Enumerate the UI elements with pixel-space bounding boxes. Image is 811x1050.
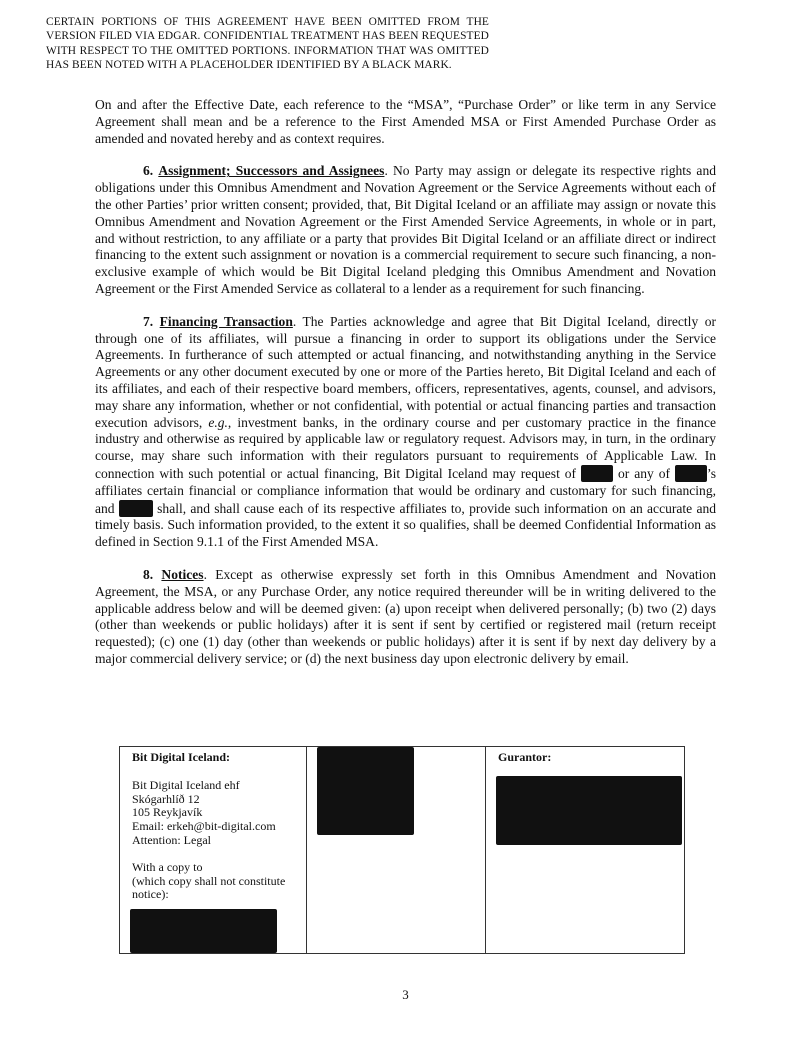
section-text: . Except as otherwise expressly set forth in this Omnibus Amendment and Novation Agreement, the MSA, or any Purchase Order, any notice required thereunder will be in writing delivered to the applicable address below and will be deemed given: (a) upon receipt when delivered personally; (b) two (2) days (other than weekends or public holidays) after it is sent if sent by certified or registered mail (return receipt requested); (c) one (1) day (other than weekends or public holidays) after it is sent if by next day delivery by a major commercial delivery service; or (d) the next business day upon electronic delivery by email. <box>95 566 716 666</box>
section-7-paragraph <box>95 314 716 551</box>
copy-line: With a copy to <box>132 859 203 874</box>
section-number: 8. <box>143 566 154 582</box>
section-number: 7. <box>143 313 154 329</box>
address-line: 105 Reykjavík <box>132 805 203 820</box>
confidential-treatment-notice: CERTAIN PORTIONS OF THIS AGREEMENT HAVE BEEN OMITTED FROM THE VERSION FILED VIA EDGAR. CONFIDENTIAL TREATMENT HAS BEEN REQUESTED WITH RESPECT TO THE OMITTED PORTIONS. INFORMATION THAT WAS OMITTED HAS BEEN NOTED WITH A PLACEHOLDER IDENTIFIED BY A BLACK MARK. <box>46 16 489 72</box>
party-2-cell <box>307 747 486 954</box>
section-text: , investment banks, in the ordinary course and per customary practice in the finance industry and otherwise as required by applicable law or regulatory request. Advisors may, in turn, in the ordinary course, may share such information with their regulators pursuant to requirements of Applicable Law. In connection with such potential or actual financing, Bit Digital Iceland may request of <box>95 414 716 481</box>
section-title: Notices <box>161 566 204 582</box>
section-title: Assignment; Successors and Assignees <box>158 163 385 179</box>
redaction-mark <box>496 776 682 845</box>
copy-line: (which copy shall not constitute notice): <box>132 873 286 902</box>
address-line: Email: erkeh@bit-digital.com <box>132 819 276 834</box>
redaction-mark <box>675 465 707 482</box>
address-line: Skógarhlíð 12 <box>132 791 200 806</box>
section-title: Financing Transaction <box>159 313 293 329</box>
intro-paragraph: On and after the Effective Date, each reference to the “MSA”, “Purchase Order” or like term in any Service Agreement shall mean and be a reference to the First Amended MSA or First Amended Purchase Order as amended and novated hereby and as context requires. <box>95 97 716 146</box>
notice-address-table <box>119 746 685 954</box>
section-text: . No Party may assign or delegate its respective rights and obligations under this Omnibus Amendment and Novation Agreement or the Service Agreements without each of the other Parties’ prior written consent; provided, that, Bit Digital Iceland or an affiliate may assign or novate this Omnibus Amendment and Novation Agreement or the First Amended Service Agreements, in whole or in part, and without restriction, to any affiliate or a party that provides Bit Digital Iceland or an affiliate direct or indirect financing to the extent such assignment or novation is a commercial requirement to secure such financing, a non-exclusive example of which would be Bit Digital Iceland pledging this Omnibus Amendment and Novation Agreement or the First Amended Service as collateral to a lender as a requirement for such financing. <box>95 163 716 296</box>
page-number: 3 <box>402 987 409 1002</box>
section-6-paragraph <box>95 163 716 297</box>
redaction-mark <box>581 465 613 482</box>
section-text: . The Parties acknowledge and agree that Bit Digital Iceland, directly or through one of its affiliates, will pursue a financing in order to support its obligations under the Service Agreements. In furtherance of such attempted or actual financing, and notwithstanding anything in the Service Agreements or any other document executed by one or more of the Parties hereto, Bit Digital Iceland and each of its affiliates, and each of their respective board members, officers, representatives, agents, counsel, and advisors, may share any information, whether or not confidential, with potential or actual financing parties and transaction execution advisors, <box>95 313 716 430</box>
section-text: shall, and shall cause each of its respective affiliates to, provide such information on an accurate and timely basis. Such information provided, to the extent it so qualifies, shall be deemed Confidential Information as defined in Section 9.1.1 of the First Amended MSA. <box>95 500 716 550</box>
section-number: 6. <box>143 163 154 179</box>
party-1-cell <box>120 747 307 954</box>
party-3-cell <box>486 747 685 954</box>
agreement-body <box>95 97 716 668</box>
section-8-paragraph <box>95 567 716 668</box>
eg-abbreviation: e.g. <box>208 414 228 430</box>
redaction-mark <box>130 909 277 953</box>
redaction-mark <box>119 500 153 517</box>
section-text: ’s affiliates certain financial or compliance information that would be ordinary and customary for such financing, and <box>95 465 716 516</box>
address-line: Attention: Legal <box>132 832 211 847</box>
address-line: Bit Digital Iceland ehf <box>132 777 240 792</box>
party-heading: Bit Digital Iceland: <box>132 750 230 764</box>
party-heading: Gurantor: <box>498 750 552 764</box>
section-text: or any of <box>613 465 675 481</box>
redaction-mark <box>317 747 414 835</box>
